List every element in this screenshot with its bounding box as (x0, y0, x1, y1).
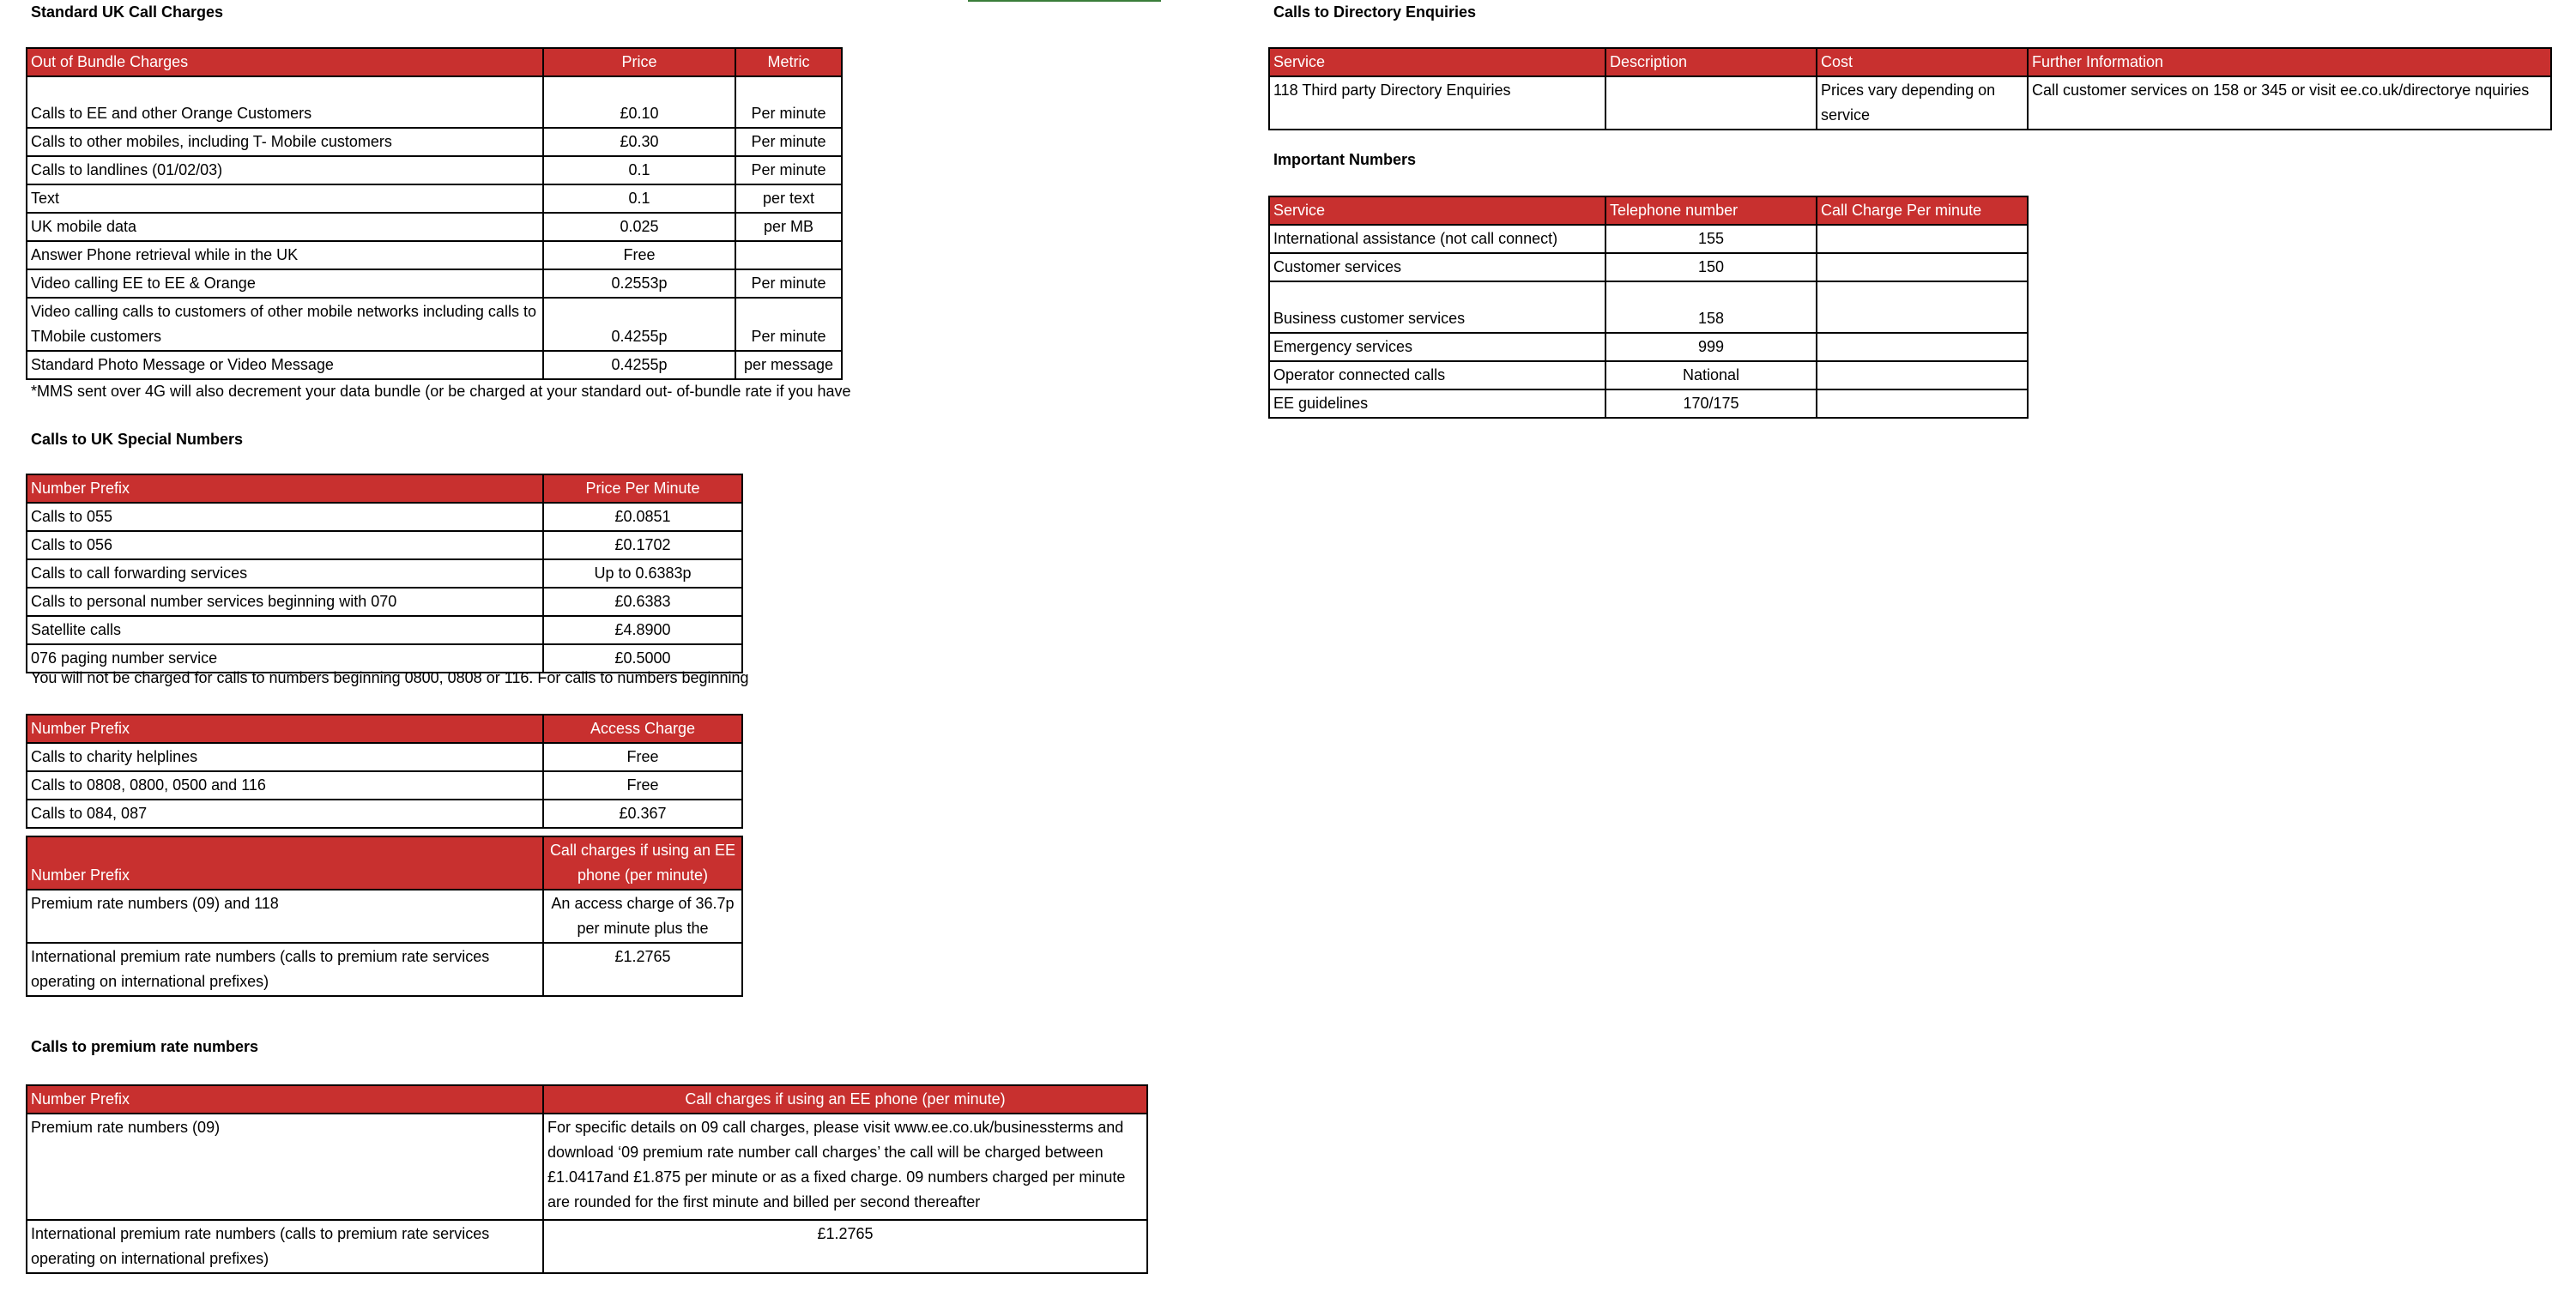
cell: £0.10 (543, 76, 735, 128)
column-header: Number Prefix (27, 1085, 543, 1114)
cell: Per minute (735, 269, 842, 298)
cell: £1.2765 (543, 1220, 1147, 1273)
cell: National (1605, 361, 1817, 389)
standard-charges-table (26, 47, 843, 380)
important-heading: Important Numbers (1273, 151, 1417, 168)
table-row (27, 531, 742, 559)
column-header: Description (1605, 48, 1817, 76)
cell: Up to 0.6383p (543, 559, 742, 588)
table-row (1269, 333, 2028, 361)
cell: Per minute (735, 298, 842, 351)
column-header: Service (1269, 196, 1605, 225)
cell: An access charge of 36.7p per minute plus the (543, 890, 742, 943)
cell: Standard Photo Message or Video Message (27, 351, 543, 379)
free-calls-note: You will not be charged for calls to numbers beginning 0800, 0808 or 116. For calls to numbers beginning (31, 669, 749, 686)
cell: EE guidelines (1269, 389, 1605, 418)
cell: Answer Phone retrieval while in the UK (27, 241, 543, 269)
cell: Satellite calls (27, 616, 543, 644)
table-row (27, 184, 842, 213)
table-row (1269, 225, 2028, 253)
premium-ee-table (26, 836, 743, 997)
cell: £4.8900 (543, 616, 742, 644)
table-row (1269, 281, 2028, 333)
standard-heading: Standard UK Call Charges (31, 3, 224, 21)
table-row (27, 503, 742, 531)
cell: 155 (1605, 225, 1817, 253)
cell: Calls to EE and other Orange Customers (27, 76, 543, 128)
cell: Operator connected calls (1269, 361, 1605, 389)
cell: UK mobile data (27, 213, 543, 241)
cell: International premium rate numbers (calls to premium rate services operating on international prefixes) (27, 943, 543, 996)
cell (1817, 225, 2028, 253)
cell: 170/175 (1605, 389, 1817, 418)
table-row (27, 156, 842, 184)
directory-heading: Calls to Directory Enquiries (1273, 3, 1477, 21)
table-row (27, 128, 842, 156)
cell: £0.0851 (543, 503, 742, 531)
cell: International assistance (not call connect) (1269, 225, 1605, 253)
cell (1817, 333, 2028, 361)
column-header: Call charges if using an EE phone (per minute) (543, 1085, 1147, 1114)
cell: Free (543, 743, 742, 771)
cell: Calls to 056 (27, 531, 543, 559)
cell: Emergency services (1269, 333, 1605, 361)
table-header-row (1269, 196, 2028, 225)
special-numbers-table (26, 474, 743, 673)
column-header: Price (543, 48, 735, 76)
table-row (27, 1114, 1147, 1220)
column-header: Number Prefix (27, 715, 543, 743)
table-header-row (27, 474, 742, 503)
cell: 0.4255p (543, 298, 735, 351)
cell: 0.1 (543, 156, 735, 184)
cell (1817, 389, 2028, 418)
cell: Per minute (735, 128, 842, 156)
cell: Free (543, 771, 742, 800)
cell: £0.6383 (543, 588, 742, 616)
column-header: Cost (1817, 48, 2028, 76)
column-header: Call Charge Per minute (1817, 196, 2028, 225)
cell: Video calling calls to customers of other mobile networks including calls to TMobile customers (27, 298, 543, 351)
cell: Calls to 055 (27, 503, 543, 531)
cell: £0.1702 (543, 531, 742, 559)
top-accent-line (968, 0, 1161, 2)
access-charge-table (26, 714, 743, 829)
table-row (27, 743, 742, 771)
cell: 158 (1605, 281, 1817, 333)
cell: Customer services (1269, 253, 1605, 281)
table-row (27, 771, 742, 800)
cell: Video calling EE to EE & Orange (27, 269, 543, 298)
cell: Free (543, 241, 735, 269)
column-header: Out of Bundle Charges (27, 48, 543, 76)
cell: £0.367 (543, 800, 742, 828)
cell: Calls to charity helplines (27, 743, 543, 771)
cell: 150 (1605, 253, 1817, 281)
cell: Per minute (735, 156, 842, 184)
column-header: Metric (735, 48, 842, 76)
directory-table (1268, 47, 2552, 130)
cell: 118 Third party Directory Enquiries (1269, 76, 1605, 130)
cell (1817, 253, 2028, 281)
cell: Text (27, 184, 543, 213)
cell (735, 241, 842, 269)
special-heading: Calls to UK Special Numbers (31, 431, 244, 448)
cell: Premium rate numbers (09) (27, 1114, 543, 1220)
table-header-row (27, 836, 742, 890)
cell: per message (735, 351, 842, 379)
table-header-row (1269, 48, 2551, 76)
mms-note: *MMS sent over 4G will also decrement your data bundle (or be charged at your standard out- of-bundle rate if you have (31, 383, 851, 400)
column-header: Price Per Minute (543, 474, 742, 503)
table-row (27, 890, 742, 943)
column-header: Further Information (2028, 48, 2551, 76)
cell: Per minute (735, 76, 842, 128)
table-row (27, 559, 742, 588)
table-row (1269, 253, 2028, 281)
column-header: Service (1269, 48, 1605, 76)
column-header: Access Charge (543, 715, 742, 743)
cell: Calls to other mobiles, including T- Mobile customers (27, 128, 543, 156)
premium-rate-table (26, 1084, 1148, 1274)
table-row (27, 616, 742, 644)
table-row (1269, 361, 2028, 389)
table-row (27, 76, 842, 128)
cell: For specific details on 09 call charges, please visit www.ee.co.uk/businessterms and download ‘09 premium rate number call charges’ the call will be charged between £1.0417and £1.875 per minute or as a fixed charge. 09 numbers charged per minute are rounded for the first minute and billed per second thereafter (543, 1114, 1147, 1220)
important-numbers-table (1268, 196, 2029, 419)
premium-heading: Calls to premium rate numbers (31, 1038, 259, 1055)
cell: Calls to 084, 087 (27, 800, 543, 828)
cell: Calls to personal number services beginning with 070 (27, 588, 543, 616)
cell: per text (735, 184, 842, 213)
cell: Calls to 0808, 0800, 0500 and 116 (27, 771, 543, 800)
cell: Business customer services (1269, 281, 1605, 333)
cell: Call customer services on 158 or 345 or visit ee.co.uk/directorye nquiries (2028, 76, 2551, 130)
cell: per MB (735, 213, 842, 241)
table-row (27, 1220, 1147, 1273)
table-row (27, 213, 842, 241)
cell: 0.4255p (543, 351, 735, 379)
table-header-row (27, 1085, 1147, 1114)
cell: Prices vary depending on service (1817, 76, 2028, 130)
cell: Calls to landlines (01/02/03) (27, 156, 543, 184)
table-row (27, 943, 742, 996)
column-header: Number Prefix (27, 474, 543, 503)
table-header-row (27, 715, 742, 743)
cell: International premium rate numbers (calls to premium rate services operating on international prefixes) (27, 1220, 543, 1273)
cell (1817, 361, 2028, 389)
cell: Calls to call forwarding services (27, 559, 543, 588)
table-row (27, 269, 842, 298)
cell: £0.5000 (543, 644, 742, 673)
cell: 0.025 (543, 213, 735, 241)
table-row (27, 800, 742, 828)
cell: 0.2553p (543, 269, 735, 298)
table-row (1269, 389, 2028, 418)
table-row (27, 588, 742, 616)
column-header: Telephone number (1605, 196, 1817, 225)
cell (1605, 76, 1817, 130)
cell (1817, 281, 2028, 333)
cell: £0.30 (543, 128, 735, 156)
table-header-row (27, 48, 842, 76)
table-row (1269, 76, 2551, 130)
column-header: Number Prefix (27, 836, 543, 890)
table-row (27, 351, 842, 379)
column-header: Call charges if using an EE phone (per minute) (543, 836, 742, 890)
cell: £1.2765 (543, 943, 742, 996)
table-row (27, 298, 842, 351)
cell: 0.1 (543, 184, 735, 213)
cell: 076 paging number service (27, 644, 543, 673)
cell: 999 (1605, 333, 1817, 361)
cell: Premium rate numbers (09) and 118 (27, 890, 543, 943)
table-row (27, 241, 842, 269)
